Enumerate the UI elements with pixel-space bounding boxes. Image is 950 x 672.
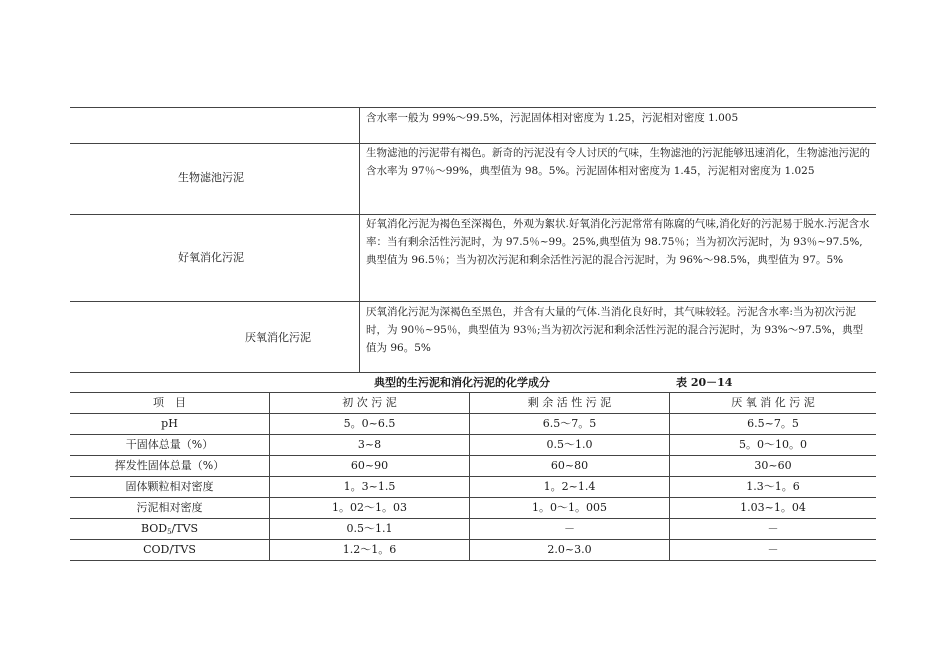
row-divider	[70, 497, 876, 498]
value-cell: 60~80	[550, 459, 589, 472]
value-cell: －	[767, 543, 779, 556]
item-volatile-solids: 挥发性固体总量（%）	[114, 459, 225, 472]
header-primary-sludge: 初 次 污 泥	[342, 396, 397, 409]
value-cell: 6.5~7。5	[747, 417, 799, 430]
row-divider	[70, 434, 876, 435]
item-bod-main: BOD	[140, 522, 168, 535]
sludge-label-aerobic: 好氧消化污泥	[178, 251, 244, 264]
value-cell: 1。3~1.5	[343, 480, 396, 493]
value-cell: 2.0~3.0	[547, 543, 592, 556]
row-divider	[70, 455, 876, 456]
value-cell: 1。0～1。005	[532, 501, 607, 514]
sludge-desc-aerobic: 好氧消化污泥为褐色至深褐色，外观为絮状.好氧消化污泥常常有陈腐的气味,消化好的污泥易于脱水.污泥含水率：当有剩余活性污泥时，为 97.5％~99。25%,典型值为 98.75％；当为初次污泥时，为 93％~97.5%,典型值为 96.5％；当为初次污泥和剩余活性污泥的混合污泥时，为 96%～98.5%，典型值为 97。5%	[366, 218, 870, 266]
sludge-label-anaerobic: 厌氧消化污泥	[245, 331, 311, 344]
item-ph: pH	[161, 417, 178, 430]
header-anaerobic-sludge: 厌 氧 消 化 污 泥	[731, 396, 815, 409]
value-cell: 60~90	[350, 459, 389, 472]
item-sludge-density: 污泥相对密度	[136, 501, 203, 514]
value-cell: 0.5～1.1	[346, 522, 393, 535]
table-border-bottom	[70, 560, 876, 561]
column-divider	[359, 107, 360, 372]
header-item: 项 目	[153, 396, 186, 409]
item-cod-tvs: COD/TVS	[143, 543, 196, 556]
value-cell: 5。0～10。0	[739, 438, 807, 451]
header-bottom-line	[70, 413, 876, 414]
row-divider	[70, 476, 876, 477]
value-cell: 30~60	[754, 459, 792, 472]
table-title: 典型的生污泥和消化污泥的化学成分	[374, 376, 550, 389]
item-bod-tail: /TVS	[171, 522, 199, 535]
row-divider	[70, 301, 876, 302]
header-activated-sludge: 剩 余 活 性 污 泥	[527, 396, 612, 409]
row-divider	[70, 518, 876, 519]
table-number: 表 20－14	[676, 376, 733, 389]
value-cell: 0.5～1.0	[546, 438, 593, 451]
item-bod-subscript: 5	[167, 528, 172, 536]
row-divider	[70, 539, 876, 540]
sludge-label-trickling-filter: 生物滤池污泥	[178, 171, 244, 184]
value-cell: 6.5～7。5	[542, 417, 597, 430]
header-top-line	[70, 392, 876, 393]
item-dry-solids: 干固体总量（%）	[125, 438, 214, 451]
item-particle-density: 固体颗粒相对密度	[125, 480, 214, 493]
value-cell: －	[564, 522, 575, 535]
table-border-top	[70, 107, 876, 108]
value-cell: －	[767, 522, 779, 535]
value-cell: 1.3～1。6	[746, 480, 800, 493]
value-cell: 1。2~1.4	[543, 480, 596, 493]
sludge-desc-anaerobic: 厌氧消化污泥为深褐色至黑色，并含有大量的气体.当消化良好时，其气味较轻。污泥含水率:当为初次污泥时，为 90％~95％，典型值为 93％;当为初次污泥和剩余活性污泥的混合污泥时，为 93%～97.5%，典型值为 96。5%	[366, 306, 864, 354]
sludge-desc-primary: 含水率一般为 99%～99.5%，污泥固体相对密度为 1.25，污泥相对密度 1.005	[366, 112, 739, 124]
value-cell: 3~8	[357, 438, 382, 451]
sludge-desc-trickling-filter: 生物滤池的污泥带有褐色。新奇的污泥没有令人讨厌的气味，生物滤池的污泥能够迅速消化，生物滤池污泥的含水率为 97％～99%，典型值为 98。5%。污泥固体相对密度为 1.45，污泥相对密度为 1.025	[366, 147, 870, 177]
value-cell: 1。02～1。03	[332, 501, 407, 514]
value-cell: 1.03~1。04	[740, 501, 806, 514]
table-border-top	[70, 372, 876, 373]
value-cell: 1.2～1。6	[342, 543, 397, 556]
value-cell: 5。0~6.5	[343, 417, 396, 430]
item-bod5-tvs	[70, 522, 269, 536]
